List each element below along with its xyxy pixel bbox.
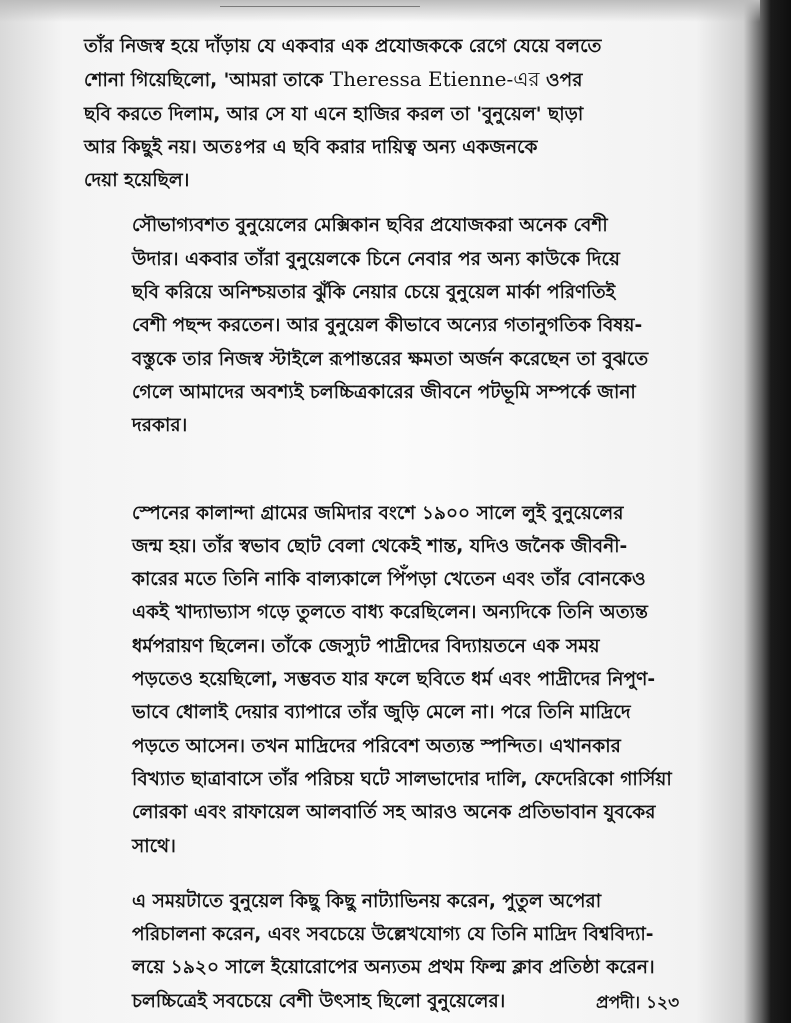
text-line: জন্ম হয়। তাঁর স্বভাব ছোট বেলা থেকেই শান্ত, যদিও জনৈক জীবনী- [132,535,628,557]
text-line: বেশী পছন্দ করতেন। আর বুনুয়েল কীভাবে অন্যের গতানুগতিক বিষয়- [132,315,643,337]
text-line: গেলে আমাদের অবশ্যই চলচ্চিত্রকারের জীবনে পটভূমি সম্পর্কে জানা [132,381,636,403]
text-line: লয়ে ১৯২০ সালে ইয়োরোপের অন্যতম প্রথম ফিল্ম ক্লাব প্রতিষ্ঠা করেন। [132,957,655,979]
text-line: আর কিছুই নয়। অতঃপর এ ছবি করার দায়িত্ব অন্য একজনকে [84,136,538,158]
text-line: একই খাদ্যাভ্যাস গড়ে তুলতে বাধ্য করেছিলেন। অন্যদিকে তিনি অত্যন্ত [132,602,648,624]
text-line: সাথে। [132,835,176,857]
text-line: বিখ্যাত ছাত্রাবাসে তাঁর পরিচয় ঘটে সালভাদোর দালি, ফেদেরিকো গার্সিয়া [132,768,672,790]
text-line: লোরকা এবং রাফায়েল আলবার্তি সহ আরও অনেক প্রতিভাবান যুবকের [132,802,656,824]
text-line: চলচ্চিত্রেই সবচেয়ে বেশী উৎসাহ ছিলো বুনুয়েলের। [132,990,506,1012]
paragraph-3 [84,497,736,863]
text-line: দেয়া হয়েছিল। [84,170,190,192]
paragraph-1 [84,30,736,197]
latin-name: Theressa Etienne-এর [329,67,540,92]
text-line [84,63,736,97]
text-segment: ওপর [545,70,583,92]
text-line: স্পেনের কালান্দা গ্রামের জমিদার বংশে ১৯০০ সালে লুই বুনুয়েলের [132,502,624,524]
book-spine-shadow [760,0,791,1023]
text-line: তাঁর নিজস্ব হয়ে দাঁড়ায় যে একবার এক প্রযোজককে রেগে যেয়ে বলতে [84,36,602,57]
text-line: ছবি করতে দিলাম, আর সে যা এনে হাজির করল তা 'বুনুয়েল' ছাড়া [84,103,584,125]
text-line: পড়তেও হয়েছিলো, সম্ভবত যার ফলে ছবিতে ধর্ম এবং পাদ্রীদের নিপুণ- [132,669,656,691]
text-line: দরকার। [132,415,188,437]
body-text [84,30,736,1018]
paragraph-2 [84,209,736,442]
text-line: সৌভাগ্যবশত বুনুয়েলের মেক্সিকান ছবির প্রযোজকরা অনেক বেশী [132,215,608,237]
page-top-rule [220,6,420,7]
page-footer: প্রপদী। ১২৩ [596,993,680,1013]
text-line: ভাবে ধোলাই দেয়ার ব্যাপারে তাঁর জুড়ি মেলে না। পরে তিনি মাদ্রিদে [132,702,631,724]
text-line: পরিচালনা করেন, এবং সবচেয়ে উল্লেখযোগ্য যে তিনি মাদ্রিদ বিশ্ববিদ্যা- [132,924,654,946]
text-segment: শোনা গিয়েছিলো, 'আমরা তাকে [84,70,324,92]
text-line: ধর্মপরায়ণ ছিলেন। তাঁকে জেস্যুট পাদ্রীদের বিদ্যায়তনে এক সময় [132,635,600,657]
text-line: কারের মতে তিনি নাকি বাল্যকালে পিঁপড়া খেতেন এবং তাঁর বোনকেও [132,569,646,591]
page-top-shadow [0,0,791,22]
text-line: এ সময়টাতে বুনুয়েল কিছু কিছু নাট্যাভিনয় করেন, পুতুল অপেরা [132,890,602,912]
text-line: ছবি করিয়ে অনিশ্চয়তার ঝুঁকি নেয়ার চেয়ে বুনুয়েল মার্কা পরিণতিই [132,282,616,304]
text-line: বস্তুকে তার নিজস্ব স্টাইলে রূপান্তরের ক্ষমতা অর্জন করেছেন তা বুঝতে [132,348,649,370]
text-line: পড়তে আসেন। তখন মাদ্রিদের পরিবেশ অত্যন্ত স্পন্দিত। এখানকার [132,735,621,757]
text-line: উদার। একবার তাঁরা বুনুয়েলকে চিনে নেবার পর অন্য কাউকে দিয়ে [132,248,620,270]
